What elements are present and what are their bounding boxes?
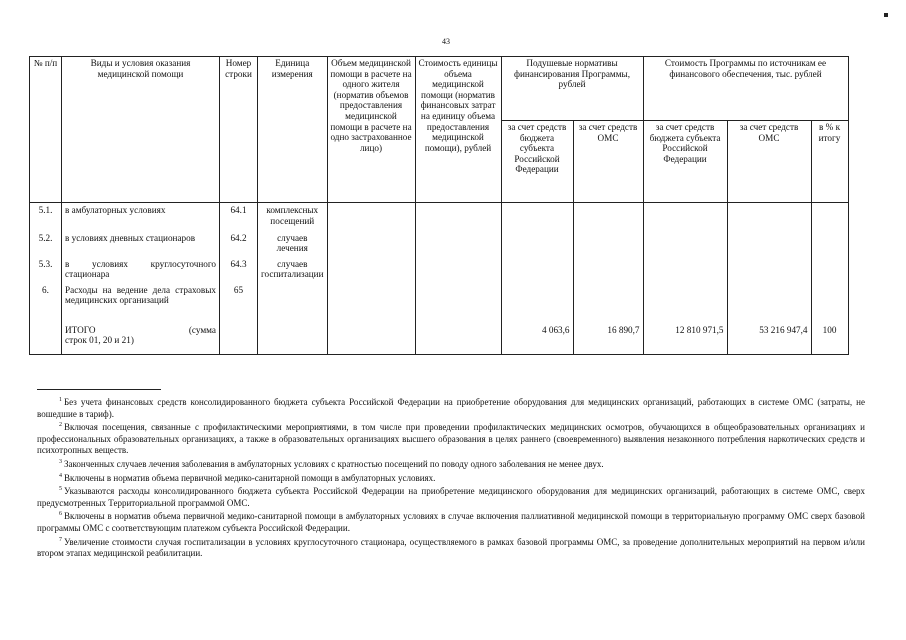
table-row	[30, 231, 849, 257]
footnote-text: Без учета финансовых средств консолидированного бюджета субъекта Российской Федерации на приобретение оборудования для медицинских организаций, работающих в системе ОМС (затраты, не вошедшие в тариф).	[37, 397, 865, 419]
total-label-main: ИТОГО	[65, 324, 96, 335]
row-num: 6.	[30, 283, 62, 323]
scan-corner-mark	[884, 13, 888, 17]
footnote-mark: 6	[59, 511, 62, 518]
footnote	[37, 509, 865, 534]
total-label-suffix: (сумма	[188, 324, 216, 335]
footnote-text: Включены в норматив объема первичной медико-санитарной помощи в амбулаторных условиях.	[64, 472, 436, 483]
footnote-mark: 1	[59, 397, 62, 403]
header-num: № п/п	[30, 57, 62, 203]
header-per-capita-group: Подушевые нормативы финансирования Программы, рублей	[501, 57, 643, 121]
footnote	[37, 420, 865, 457]
total-percap-oms: 16 890,7	[573, 323, 643, 355]
footnote-mark: 3	[59, 458, 62, 465]
total-label	[62, 323, 220, 355]
header-src-percent: в % к итогу	[811, 121, 848, 203]
total-row	[30, 323, 849, 355]
footnote-text: Увеличение стоимости случая госпитализации в условиях круглосуточного стационара, осуществляемого в рамках базовой программы ОМС, за проведение дополнительных мероприятий на первом и/или втором этапах медицинской реабилитации.	[37, 536, 865, 559]
row-number: 64.3	[220, 257, 258, 283]
footnote-mark: 5	[59, 486, 62, 493]
header-volume: Объем медицинской помощи в расчете на одного жителя (норматив объемов предоставления медицинской помощи в расчете на одно застрахованное лицо)	[327, 57, 415, 203]
header-src-budget: за счет средств бюджета субъекта Российской Федерации	[643, 121, 727, 203]
total-percap-budget: 4 063,6	[501, 323, 573, 355]
footnote	[37, 395, 865, 420]
row-kind: в амбулаторных условиях	[62, 203, 220, 231]
table-row	[30, 203, 849, 231]
header-percap-oms: за счет средств ОМС	[573, 121, 643, 203]
row-num: 5.3.	[30, 257, 62, 283]
total-src-budget: 12 810 971,5	[643, 323, 727, 355]
footnote	[37, 457, 865, 471]
footnote-text: Включая посещения, связанные с профилактическими мероприятиями, в том числе при проведении профилактических медицинских осмотров, обучающихся в общеобразовательных организациях и профессиональных образовательных организациях, а также в образовательных организациях высшего образования в целях раннего (своевременного) выявления незаконного потребления наркотических средств и психотропных веществ.	[37, 422, 865, 456]
total-src-percent: 100	[811, 323, 848, 355]
page-number: 43	[442, 37, 450, 46]
header-row-number: Номер строки	[220, 57, 258, 203]
footnote	[37, 484, 865, 509]
row-unit: комплексных посещений	[258, 203, 328, 231]
footnote-separator	[37, 389, 161, 390]
total-src-oms: 53 216 947,4	[727, 323, 811, 355]
row-kind: в условиях круглосуточного стационара	[62, 257, 220, 283]
row-kind: в условиях дневных стационаров	[62, 231, 220, 257]
row-unit	[258, 283, 328, 323]
footnotes	[37, 395, 865, 560]
table-row	[30, 283, 849, 323]
header-percap-budget: за счет средств бюджета субъекта Российской Федерации	[501, 121, 573, 203]
header-unit-cost: Стоимость единицы объема медицинской помощи (норматив финансовых затрат на единицу объема предоставления медицинской помощи), рублей	[415, 57, 501, 203]
total-label-line2: строк 01, 20 и 21)	[65, 335, 134, 346]
footnote	[37, 471, 865, 485]
row-unit: случаев госпитализации	[258, 257, 328, 283]
footnote-text: Законченных случаев лечения заболевания в амбулаторных условиях с кратностью посещений по поводу одного заболевания не менее двух.	[64, 458, 604, 469]
financing-table	[29, 56, 849, 355]
header-kind: Виды и условия оказания медицинской помощи	[62, 57, 220, 203]
row-number: 64.2	[220, 231, 258, 257]
table-row	[30, 257, 849, 283]
footnote-text: Включены в норматив объема первичной медико-санитарной помощи в амбулаторных условиях в случае включения паллиативной медицинской помощи в территориальную программу ОМС сверх базовой программы ОМС с соответствующим платежом субъекта Российской Федерации.	[37, 511, 865, 533]
row-number: 64.1	[220, 203, 258, 231]
header-unit: Единица измерения	[258, 57, 328, 203]
footnote-mark: 7	[59, 536, 62, 543]
header-sources-group: Стоимость Программы по источникам ее финансового обеспечения, тыс. рублей	[643, 57, 848, 121]
header-src-oms: за счет средств ОМС	[727, 121, 811, 203]
footnote-mark: 2	[59, 422, 62, 429]
row-num: 5.1.	[30, 203, 62, 231]
row-num: 5.2.	[30, 231, 62, 257]
row-kind: Расходы на ведение дела страховых медицинских организаций	[62, 283, 220, 323]
footnote-mark: 4	[59, 472, 62, 479]
row-unit: случаев лечения	[258, 231, 328, 257]
footnote	[37, 535, 865, 560]
footnote-text: Указываются расходы консолидированного бюджета субъекта Российской Федерации на приобретение медицинского оборудования для медицинских организаций, работающих в системе ОМС, сверх предусмотренных Территориальной программой ОМС.	[37, 486, 865, 508]
row-number: 65	[220, 283, 258, 323]
